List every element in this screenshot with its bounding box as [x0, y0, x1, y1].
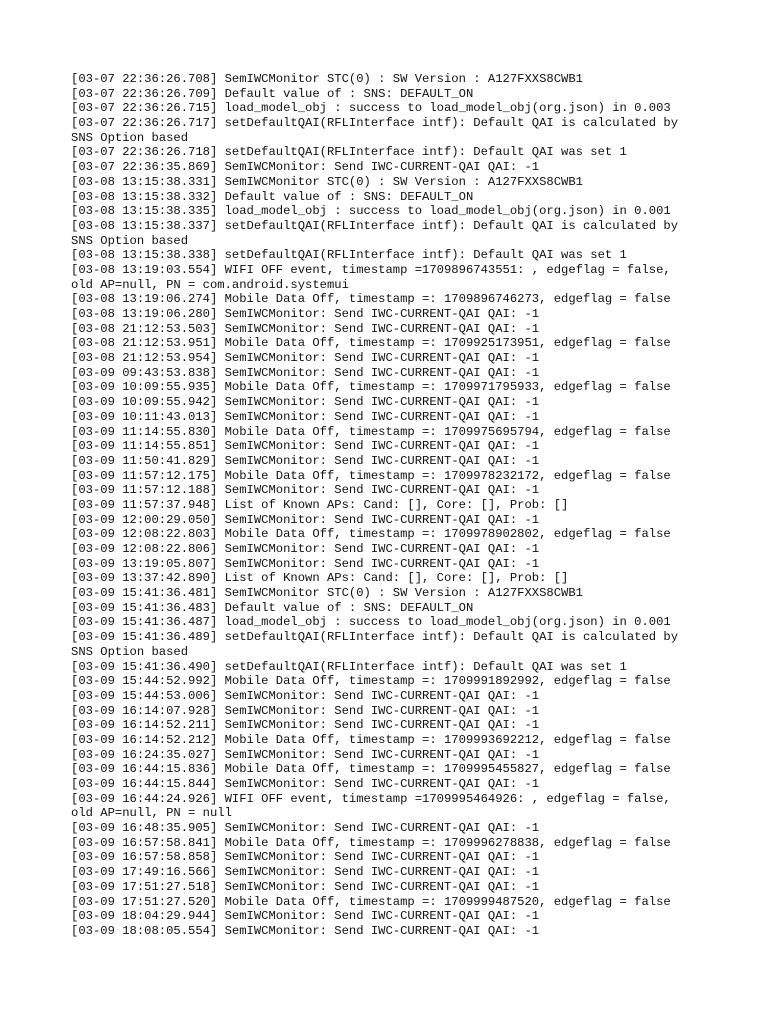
log-line: old AP=null, PN = null [71, 806, 232, 821]
log-line: [03-08 13:15:38.331] SemIWCMonitor STC(0) : SW Version : A127FXXS8CWB1 [71, 174, 583, 189]
log-line: [03-09 15:41:36.490] setDefaultQAI(RFLInterface intf): Default QAI was set 1 [71, 659, 627, 674]
log-line: [03-09 16:44:24.926] WIFI OFF event, timestamp =1709995464926: , edgeflag = false, [71, 791, 671, 806]
log-line: [03-09 15:41:36.481] SemIWCMonitor STC(0) : SW Version : A127FXXS8CWB1 [71, 586, 583, 601]
log-line: [03-09 16:48:35.905] SemIWCMonitor: Send IWC-CURRENT-QAI QAI: -1 [71, 821, 540, 836]
log-line: [03-09 15:41:36.489] setDefaultQAI(RFLInterface intf): Default QAI is calculated by [71, 630, 679, 645]
log-text-block [71, 72, 711, 939]
log-line: [03-08 13:15:38.335] load_model_obj : success to load_model_obj(org.json) in 0.001 [71, 204, 671, 219]
log-line: [03-07 22:36:26.709] Default value of : SNS: DEFAULT_ON [71, 86, 474, 101]
log-line: [03-09 17:51:27.520] Mobile Data Off, timestamp =: 1709999487520, edgeflag = false [71, 894, 671, 909]
log-line: [03-07 22:36:26.715] load_model_obj : success to load_model_obj(org.json) in 0.003 [71, 101, 671, 116]
log-line: [03-08 13:19:03.554] WIFI OFF event, timestamp =1709896743551: , edgeflag = false, [71, 262, 671, 277]
log-line: [03-09 12:08:22.806] SemIWCMonitor: Send IWC-CURRENT-QAI QAI: -1 [71, 542, 540, 556]
log-line: [03-09 11:57:37.948] List of Known APs: Cand: [], Core: [], Prob: [] [71, 497, 569, 512]
log-line: [03-09 17:51:27.518] SemIWCMonitor: Send IWC-CURRENT-QAI QAI: -1 [71, 879, 540, 894]
log-line: [03-09 12:00:29.050] SemIWCMonitor: Send IWC-CURRENT-QAI QAI: -1 [71, 512, 540, 527]
log-line: [03-09 15:41:36.483] Default value of : SNS: DEFAULT_ON [71, 600, 474, 615]
log-line: [03-09 16:14:52.211] SemIWCMonitor: Send IWC-CURRENT-QAI QAI: -1 [71, 718, 540, 733]
log-line: [03-07 22:36:26.717] setDefaultQAI(RFLInterface intf): Default QAI is calculated by [71, 116, 679, 131]
log-line: [03-09 13:19:05.807] SemIWCMonitor: Send IWC-CURRENT-QAI QAI: -1 [71, 556, 540, 571]
log-line: [03-09 15:44:53.006] SemIWCMonitor: Send IWC-CURRENT-QAI QAI: -1 [71, 688, 540, 703]
log-line: [03-09 11:14:55.851] SemIWCMonitor: Send IWC-CURRENT-QAI QAI: -1 [71, 439, 540, 454]
log-line: [03-09 11:57:12.188] SemIWCMonitor: Send IWC-CURRENT-QAI QAI: -1 [71, 483, 540, 498]
log-line: [03-07 22:36:26.708] SemIWCMonitor STC(0) : SW Version : A127FXXS8CWB1 [71, 72, 583, 86]
log-line: old AP=null, PN = com.android.systemui [71, 277, 349, 292]
log-line: [03-09 09:43:53.838] SemIWCMonitor: Send IWC-CURRENT-QAI QAI: -1 [71, 365, 540, 380]
log-line: [03-09 15:41:36.487] load_model_obj : success to load_model_obj(org.json) in 0.001 [71, 615, 671, 630]
log-line: [03-08 13:15:38.337] setDefaultQAI(RFLInterface intf): Default QAI is calculated by [71, 218, 679, 233]
log-line: [03-07 22:36:26.718] setDefaultQAI(RFLInterface intf): Default QAI was set 1 [71, 145, 627, 160]
log-line: [03-09 11:57:12.175] Mobile Data Off, timestamp =: 1709978232172, edgeflag = false [71, 468, 671, 483]
log-line: [03-09 18:08:05.554] SemIWCMonitor: Send IWC-CURRENT-QAI QAI: -1 [71, 923, 540, 938]
log-line: [03-08 13:19:06.280] SemIWCMonitor: Send IWC-CURRENT-QAI QAI: -1 [71, 307, 540, 321]
log-line: [03-08 13:15:38.332] Default value of : SNS: DEFAULT_ON [71, 189, 474, 204]
log-line: [03-08 13:19:06.274] Mobile Data Off, timestamp =: 1709896746273, edgeflag = false [71, 292, 671, 307]
log-line: [03-08 13:15:38.338] setDefaultQAI(RFLInterface intf): Default QAI was set 1 [71, 248, 627, 263]
log-line: SNS Option based [71, 130, 189, 145]
log-line: [03-09 16:44:15.844] SemIWCMonitor: Send IWC-CURRENT-QAI QAI: -1 [71, 777, 540, 791]
log-line: SNS Option based [71, 644, 189, 659]
log-line: [03-09 11:14:55.830] Mobile Data Off, timestamp =: 1709975695794, edgeflag = false [71, 424, 671, 439]
log-line: SNS Option based [71, 233, 189, 248]
log-line: [03-09 15:44:52.992] Mobile Data Off, timestamp =: 1709991892992, edgeflag = false [71, 674, 671, 689]
log-line: [03-09 13:37:42.890] List of Known APs: Cand: [], Core: [], Prob: [] [71, 571, 569, 586]
log-line: [03-09 16:57:58.858] SemIWCMonitor: Send IWC-CURRENT-QAI QAI: -1 [71, 850, 540, 865]
log-line: [03-09 16:14:52.212] Mobile Data Off, timestamp =: 1709993692212, edgeflag = false [71, 732, 671, 747]
log-line: [03-08 21:12:53.954] SemIWCMonitor: Send IWC-CURRENT-QAI QAI: -1 [71, 351, 540, 366]
log-line: [03-09 16:44:15.836] Mobile Data Off, timestamp =: 1709995455827, edgeflag = false [71, 762, 671, 777]
log-line: [03-09 16:24:35.027] SemIWCMonitor: Send IWC-CURRENT-QAI QAI: -1 [71, 747, 540, 762]
log-line: [03-08 21:12:53.951] Mobile Data Off, timestamp =: 1709925173951, edgeflag = false [71, 336, 671, 351]
log-line: [03-09 10:09:55.942] SemIWCMonitor: Send IWC-CURRENT-QAI QAI: -1 [71, 395, 540, 410]
log-line: [03-09 16:14:07.928] SemIWCMonitor: Send IWC-CURRENT-QAI QAI: -1 [71, 703, 540, 718]
log-line: [03-09 12:08:22.803] Mobile Data Off, timestamp =: 1709978902802, edgeflag = false [71, 527, 671, 542]
log-line: [03-09 17:49:16.566] SemIWCMonitor: Send IWC-CURRENT-QAI QAI: -1 [71, 865, 540, 880]
log-line: [03-09 10:11:43.013] SemIWCMonitor: Send IWC-CURRENT-QAI QAI: -1 [71, 409, 540, 424]
log-line: [03-09 18:04:29.944] SemIWCMonitor: Send IWC-CURRENT-QAI QAI: -1 [71, 909, 540, 924]
log-line: [03-07 22:36:35.869] SemIWCMonitor: Send IWC-CURRENT-QAI QAI: -1 [71, 160, 540, 175]
log-line: [03-09 10:09:55.935] Mobile Data Off, timestamp =: 1709971795933, edgeflag = false [71, 380, 671, 395]
log-line: [03-09 16:57:58.841] Mobile Data Off, timestamp =: 1709996278838, edgeflag = false [71, 835, 671, 850]
log-line: [03-08 21:12:53.503] SemIWCMonitor: Send IWC-CURRENT-QAI QAI: -1 [71, 321, 540, 336]
log-line: [03-09 11:50:41.829] SemIWCMonitor: Send IWC-CURRENT-QAI QAI: -1 [71, 453, 540, 468]
